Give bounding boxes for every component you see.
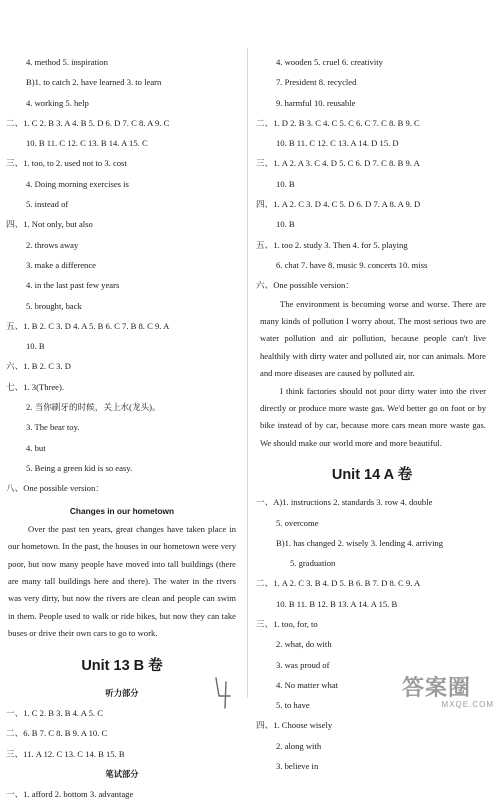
answer-line: 2. 当你刷牙的时候，关上水(龙头)。 xyxy=(26,402,161,413)
answer-line: 2. what, do with xyxy=(276,639,332,650)
answer-line: 10. B xyxy=(276,178,295,189)
answer-line: 4. method 5. inspiration xyxy=(26,57,108,67)
essay-paragraph: Over the past ten years, great changes have taken place in our hometown. In the past, the houses in our hometown were very poor, but now many people have moved into tall buildings (there are many tall buildings here and there). The water in the rivers was very dirty, but now the rivers are clean and people can swim in them. People used to walk or ride bikes, but now they can take buses or drive their own cars to go to work. xyxy=(8,523,236,639)
answer-line: 八、One possible version： xyxy=(6,483,104,494)
answer-line: 七、1. 3(Three). xyxy=(6,381,64,392)
watermark-text: 答案圈 xyxy=(402,675,472,700)
answer-line: 二、1. D 2. B 3. C 4. C 5. C 6. C 7. C 8. B 9. C xyxy=(256,117,420,128)
answer-line: 5. graduation xyxy=(290,558,336,569)
answer-line: 一、1. afford 2. bottom 3. advantage xyxy=(6,789,134,800)
answer-line: 三、1. too, for, to xyxy=(256,619,318,629)
right-column xyxy=(256,52,488,776)
answer-line: 二、6. B 7. C 8. B 9. A 10. C xyxy=(6,728,108,739)
answer-line: 3. make a difference xyxy=(26,259,96,270)
answer-line: 4. in the last past few years xyxy=(26,280,120,291)
answer-line: 二、1. A 2. C 3. B 4. D 5. B 6. B 7. D 8. C 9. A xyxy=(256,578,421,589)
answer-line: 5. brought, back xyxy=(26,300,82,311)
answer-line: 4. Doing morning exercises is xyxy=(26,178,129,189)
answer-line: 3. The bear toy. xyxy=(26,422,80,433)
answer-line: 四、1. Not only, but also xyxy=(6,219,93,230)
answer-line: 4. but xyxy=(26,442,46,453)
answer-line: 6. chat 7. have 8. music 9. concerts 10. miss xyxy=(276,259,428,270)
answer-line: 一、A)1. instructions 2. standards 3. row 4. double xyxy=(256,497,433,508)
answer-line: 六、One possible version： xyxy=(256,280,354,291)
composition-paragraph-1: The environment is becoming worse and worse. There are many kinds of pollution I worry about. The most serious two are water pollution and air pollution, because people can't live healthily with dirty water and polluted air, nor can animals. More and more diseases are caused by polluted air. xyxy=(260,298,486,379)
answer-line: 六、1. B 2. C 3. D xyxy=(6,361,71,372)
answer-line: 10. B 11. C 12. C 13. A 14. D 15. D xyxy=(276,138,399,149)
answer-line: 10. B xyxy=(276,219,295,230)
answer-lines-listening xyxy=(6,703,238,764)
composition-paragraph-2: I think factories should not pour dirty water into the river directly or produce more waste gas. We'd better go on foot or by bike instead of by car, because more cars mean more waste gas. We should make our world more and more beautiful. xyxy=(260,385,486,448)
answer-line: 三、1. too, to 2. used not to 3. cost xyxy=(6,158,127,169)
answer-line: 5. overcome xyxy=(276,517,319,528)
answer-lines-block-2 xyxy=(256,52,488,296)
answer-line: B)1. to catch 2. have learned 3. to learn xyxy=(26,77,162,88)
answer-line: 3. believe in xyxy=(276,761,319,772)
answer-line: 一、1. C 2. B 3. B 4. A 5. C xyxy=(6,707,103,718)
answer-line: 9. harmful 10. reusable xyxy=(276,97,356,108)
answer-lines-block-1 xyxy=(6,52,238,499)
answer-line: 三、11. A 12. C 13. C 14. B 15. B xyxy=(6,748,125,759)
answer-line: 4. wooden 5. cruel 6. creativity xyxy=(276,57,383,67)
watermark-logo xyxy=(402,676,494,712)
essay-title: Changes in our hometown xyxy=(69,505,175,516)
column-divider xyxy=(247,48,248,698)
answer-line: 2. throws away xyxy=(26,239,79,250)
answer-line: 二、1. C 2. B 3. A 4. B 5. D 6. D 7. C 8. A 9. C xyxy=(6,117,170,128)
answer-line: 5. Being a green kid is so easy. xyxy=(26,462,133,473)
answer-line: 7. President 8. recycled xyxy=(276,77,357,88)
answer-line: 10. B 11. C 12. C 13. B 14. A 15. C xyxy=(26,138,148,149)
left-column xyxy=(6,52,238,804)
answer-line: 三、1. A 2. A 3. C 4. D 5. C 6. D 7. C 8. B 9. A xyxy=(256,158,420,169)
answer-line: 4. working 5. help xyxy=(26,97,89,108)
answer-lines-writing xyxy=(6,784,238,804)
answer-line: 5. to have xyxy=(276,700,310,711)
answer-line: 五、1. too 2. study 3. Then 4. for 5. playing xyxy=(256,239,408,250)
handwritten-mark-icon xyxy=(210,676,238,710)
unit-14-heading: Unit 14 A 卷 xyxy=(331,467,413,484)
answer-line: 10. B 11. B 12. B 13. A 14. A 15. B xyxy=(276,598,398,609)
answer-line: B)1. has changed 2. wisely 3. lending 4. arriving xyxy=(276,537,444,548)
watermark-url: MXQE.COM xyxy=(441,700,494,709)
listening-section-label: 听力部分 xyxy=(105,687,139,698)
answer-line: 2. along with xyxy=(276,740,322,751)
answer-line: 五、1. B 2. C 3. D 4. A 5. B 6. C 7. B 8. C 9. A xyxy=(6,320,170,331)
answer-line: 5. instead of xyxy=(26,199,69,210)
unit-13-heading: Unit 13 B 卷 xyxy=(81,657,163,674)
answer-line: 四、1. Choose wisely xyxy=(256,720,333,731)
answer-line: 四、1. A 2. C 3. D 4. C 5. D 6. D 7. A 8. A 9. D xyxy=(256,199,421,210)
answer-line: 10. B xyxy=(26,341,45,352)
answer-line: 4. No matter what xyxy=(276,679,339,690)
answer-lines-block-3 xyxy=(256,492,488,776)
writing-section-label: 笔试部分 xyxy=(105,768,139,779)
answer-line: 3. was proud of xyxy=(276,659,330,670)
